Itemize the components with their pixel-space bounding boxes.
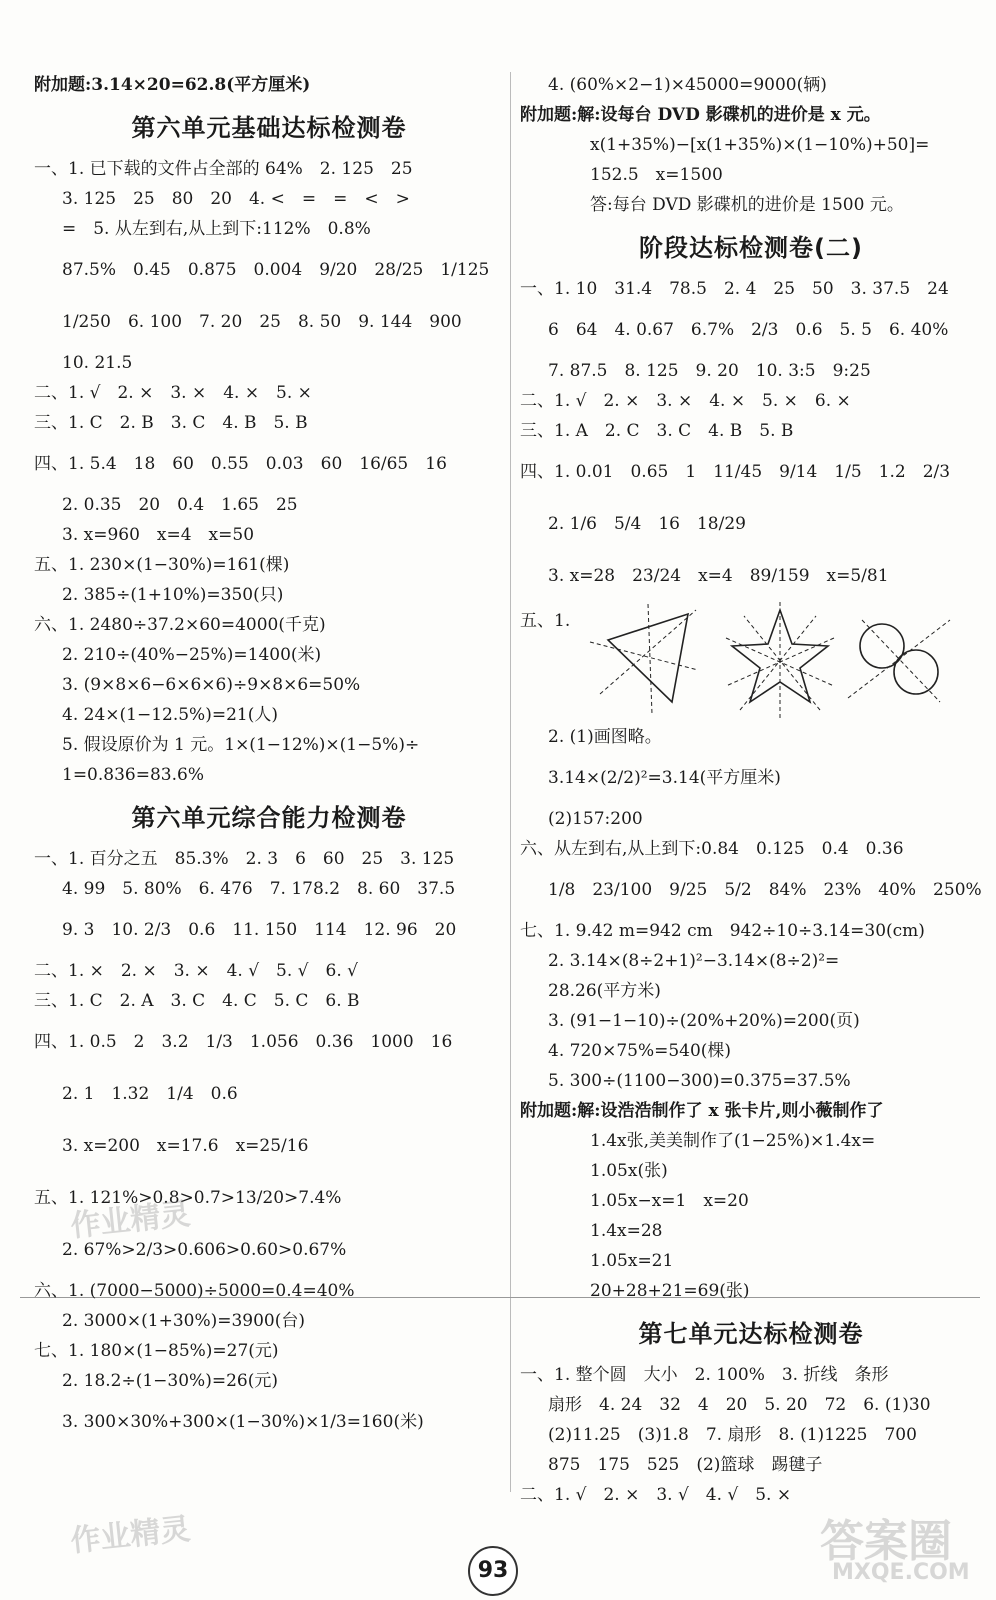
triangle-figure xyxy=(590,604,698,714)
answer-line: 152.5 x=1500 xyxy=(590,165,723,185)
answer-line: 4. 24×(1−12.5%)=21(人) xyxy=(62,705,278,725)
answer-line: 二、1. √ 2. × 3. × 4. × 5. × 6. × xyxy=(520,391,851,411)
answer-line: 一、1. 已下载的文件占全部的 64% 2. 125 25 xyxy=(34,159,413,179)
watermark-logo: 答案圈 xyxy=(820,1516,952,1567)
star-figure xyxy=(726,602,834,718)
bonus-answer: 附加题:解:设每台 DVD 影碟机的进价是 x 元。 xyxy=(520,105,881,125)
answer-line: 10. 21.5 xyxy=(62,353,133,373)
two-circles-figure xyxy=(848,620,950,702)
answer-line: 六、1. (7000−5000)÷5000=0.4=40% xyxy=(34,1281,355,1301)
answer-line: 一、1. 10 31.4 78.5 2. 4 25 50 3. 37.5 24 xyxy=(520,279,949,299)
bonus-answer: 附加题:3.14×20=62.8(平方厘米) xyxy=(34,75,311,95)
section-title-stage-test-2: 阶段达标检测卷(二) xyxy=(639,234,863,262)
section-unit7 xyxy=(520,1360,982,1510)
answer-line: 五、1. 121%>0.8>0.7>13/20>7.4% xyxy=(34,1188,342,1208)
answer-line: (2)157:200 xyxy=(548,809,643,829)
answer-line: 七、1. 9.42 m=942 cm 942÷10÷3.14=30(cm) xyxy=(520,921,925,941)
answer-line: 三、1. A 2. C 3. C 4. B 5. B xyxy=(520,421,794,441)
watermark: 作业精灵 xyxy=(68,1511,192,1560)
answer-line: (2)11.25 (3)1.8 7. 扇形 8. (1)1225 700 xyxy=(548,1425,917,1445)
section-title-unit7: 第七单元达标检测卷 xyxy=(638,1320,864,1348)
answer-line: 2. 0.35 20 0.4 1.65 25 xyxy=(62,495,298,515)
answer-line: 1.4x=28 xyxy=(590,1221,663,1241)
symmetry-axes-figures xyxy=(580,602,960,720)
answer-line: 1.4x张,美美制作了(1−25%)×1.4x= xyxy=(590,1131,876,1151)
figure-label: 五、1. xyxy=(520,611,571,631)
answer-line: 七、1. 180×(1−85%)=27(元) xyxy=(34,1341,279,1361)
answer-line: 1/250 6. 100 7. 20 25 8. 50 9. 144 900 xyxy=(62,312,462,332)
answer-line: 875 175 525 (2)篮球 踢毽子 xyxy=(548,1455,823,1475)
answer-line: 3. (9×8×6−6×6×6)÷9×8×6=50% xyxy=(62,675,361,695)
bonus-answer: 附加题:解:设浩浩制作了 x 张卡片,则小薇制作了 xyxy=(520,1101,884,1121)
answer-line: 2. 1/6 5/4 16 18/29 xyxy=(548,514,746,534)
answer-line: 7. 87.5 8. 125 9. 20 10. 3:5 9:25 xyxy=(548,361,871,381)
watermark: 作业精灵 xyxy=(68,1196,192,1245)
answer-line: 2. 3.14×(8÷2+1)²−3.14×(8÷2)²= xyxy=(548,951,840,971)
answer-line: 4. 99 5. 80% 6. 476 7. 178.2 8. 60 37.5 xyxy=(62,879,456,899)
watermark-url: MXQE.COM xyxy=(832,1560,970,1585)
answer-line: 2. 3000×(1+30%)=3900(台) xyxy=(62,1311,306,1331)
answer-line: 二、1. √ 2. × 3. × 4. × 5. × xyxy=(34,383,312,403)
answer-line: 4. (60%×2−1)×45000=9000(辆) xyxy=(548,75,827,95)
section-stage-test-2 xyxy=(520,274,982,1306)
answer-line: 四、1. 0.01 0.65 1 11/45 9/14 1/5 1.2 2/3 xyxy=(520,462,951,482)
answer-line: 六、从左到右,从上到下:0.84 0.125 0.4 0.36 xyxy=(520,839,904,859)
section-unit6-comprehensive xyxy=(34,844,504,1448)
answer-line: 2. 67%>2/3>0.606>0.60>0.67% xyxy=(62,1240,347,1260)
answer-line: 6 64 4. 0.67 6.7% 2/3 0.6 5. 5 6. 40% xyxy=(548,320,949,340)
answer-line: 1.05x=21 xyxy=(590,1251,674,1271)
section-title-unit6-comprehensive: 第六单元综合能力检测卷 xyxy=(131,804,407,832)
answer-line: 3. x=200 x=17.6 x=25/16 xyxy=(62,1136,309,1156)
answer-line: 5. 假设原价为 1 元。1×(1−12%)×(1−5%)÷ xyxy=(62,735,420,755)
answer-line: 2. 210÷(40%−25%)=1400(米) xyxy=(62,645,322,665)
answer-line: x(1+35%)−[x(1+35%)×(1−10%)+50]= xyxy=(590,135,930,155)
answer-line: 3. x=28 23/24 x=4 89/159 x=5/81 xyxy=(548,566,889,586)
answer-line: = 5. 从左到右,从上到下:112% 0.8% xyxy=(62,219,371,239)
answer-line: 三、1. C 2. B 3. C 4. B 5. B xyxy=(34,413,308,433)
answer-line: 1/8 23/100 9/25 5/2 84% 23% 40% 250% xyxy=(548,880,982,900)
section-title-unit6-basic: 第六单元基础达标检测卷 xyxy=(131,114,407,142)
answer-line: 9. 3 10. 2/3 0.6 11. 150 114 12. 96 20 xyxy=(62,920,457,940)
answer-line: 2. 18.2÷(1−30%)=26(元) xyxy=(62,1371,278,1391)
section-unit6-basic xyxy=(34,154,504,790)
answer-line: 3. (91−1−10)÷(20%+20%)=200(页) xyxy=(548,1011,860,1031)
answer-line: 答:每台 DVD 影碟机的进价是 1500 元。 xyxy=(590,195,904,215)
answer-line: 四、1. 5.4 18 60 0.55 0.03 60 16/65 16 xyxy=(34,454,447,474)
page-number: 93 xyxy=(468,1546,518,1596)
answer-line: 三、1. C 2. A 3. C 4. C 5. C 6. B xyxy=(34,991,360,1011)
answer-line: 五、1. 230×(1−30%)=161(棵) xyxy=(34,555,290,575)
symmetry-figure-row xyxy=(520,602,982,722)
answer-line: 4. 720×75%=540(棵) xyxy=(548,1041,732,1061)
answer-line: 一、1. 百分之五 85.3% 2. 3 6 60 25 3. 125 xyxy=(34,849,455,869)
answer-line: 扇形 4. 24 32 4 20 5. 20 72 6. (1)30 xyxy=(548,1395,931,1415)
answer-line: 3. x=960 x=4 x=50 xyxy=(62,525,255,545)
answer-line: 3. 125 25 80 20 4. < = = < > xyxy=(62,189,410,209)
answer-line: 28.26(平方米) xyxy=(548,981,661,1001)
answer-line: 1.05x−x=1 x=20 xyxy=(590,1191,749,1211)
answer-line: 四、1. 0.5 2 3.2 1/3 1.056 0.36 1000 16 xyxy=(34,1032,453,1052)
answer-line: 3.14×(2/2)²=3.14(平方厘米) xyxy=(548,768,781,788)
column-divider xyxy=(510,72,511,1492)
answer-line: 一、1. 整个圆 大小 2. 100% 3. 折线 条形 xyxy=(520,1365,889,1385)
answer-line: 87.5% 0.45 0.875 0.004 9/20 28/25 1/125 xyxy=(62,260,490,280)
answer-line: 5. 300÷(1100−300)=0.375=37.5% xyxy=(548,1071,851,1091)
answer-line: 3. 300×30%+300×(1−30%)×1/3=160(米) xyxy=(62,1412,424,1432)
answer-line: 二、1. × 2. × 3. × 4. √ 5. √ 6. √ xyxy=(34,961,358,981)
answer-line: 六、1. 2480÷37.2×60=4000(千克) xyxy=(34,615,326,635)
answer-line: 二、1. √ 2. × 3. √ 4. √ 5. × xyxy=(520,1485,792,1505)
answer-line: 20+28+21=69(张) xyxy=(590,1281,750,1301)
answer-line: 2. 385÷(1+10%)=350(只) xyxy=(62,585,284,605)
answer-line: 2. (1)画图略。 xyxy=(548,727,662,747)
right-column xyxy=(520,70,982,1510)
answer-line: 2. 1 1.32 1/4 0.6 xyxy=(62,1084,238,1104)
answer-line: 1.05x(张) xyxy=(590,1161,668,1181)
answer-line: 1=0.836=83.6% xyxy=(62,765,204,785)
